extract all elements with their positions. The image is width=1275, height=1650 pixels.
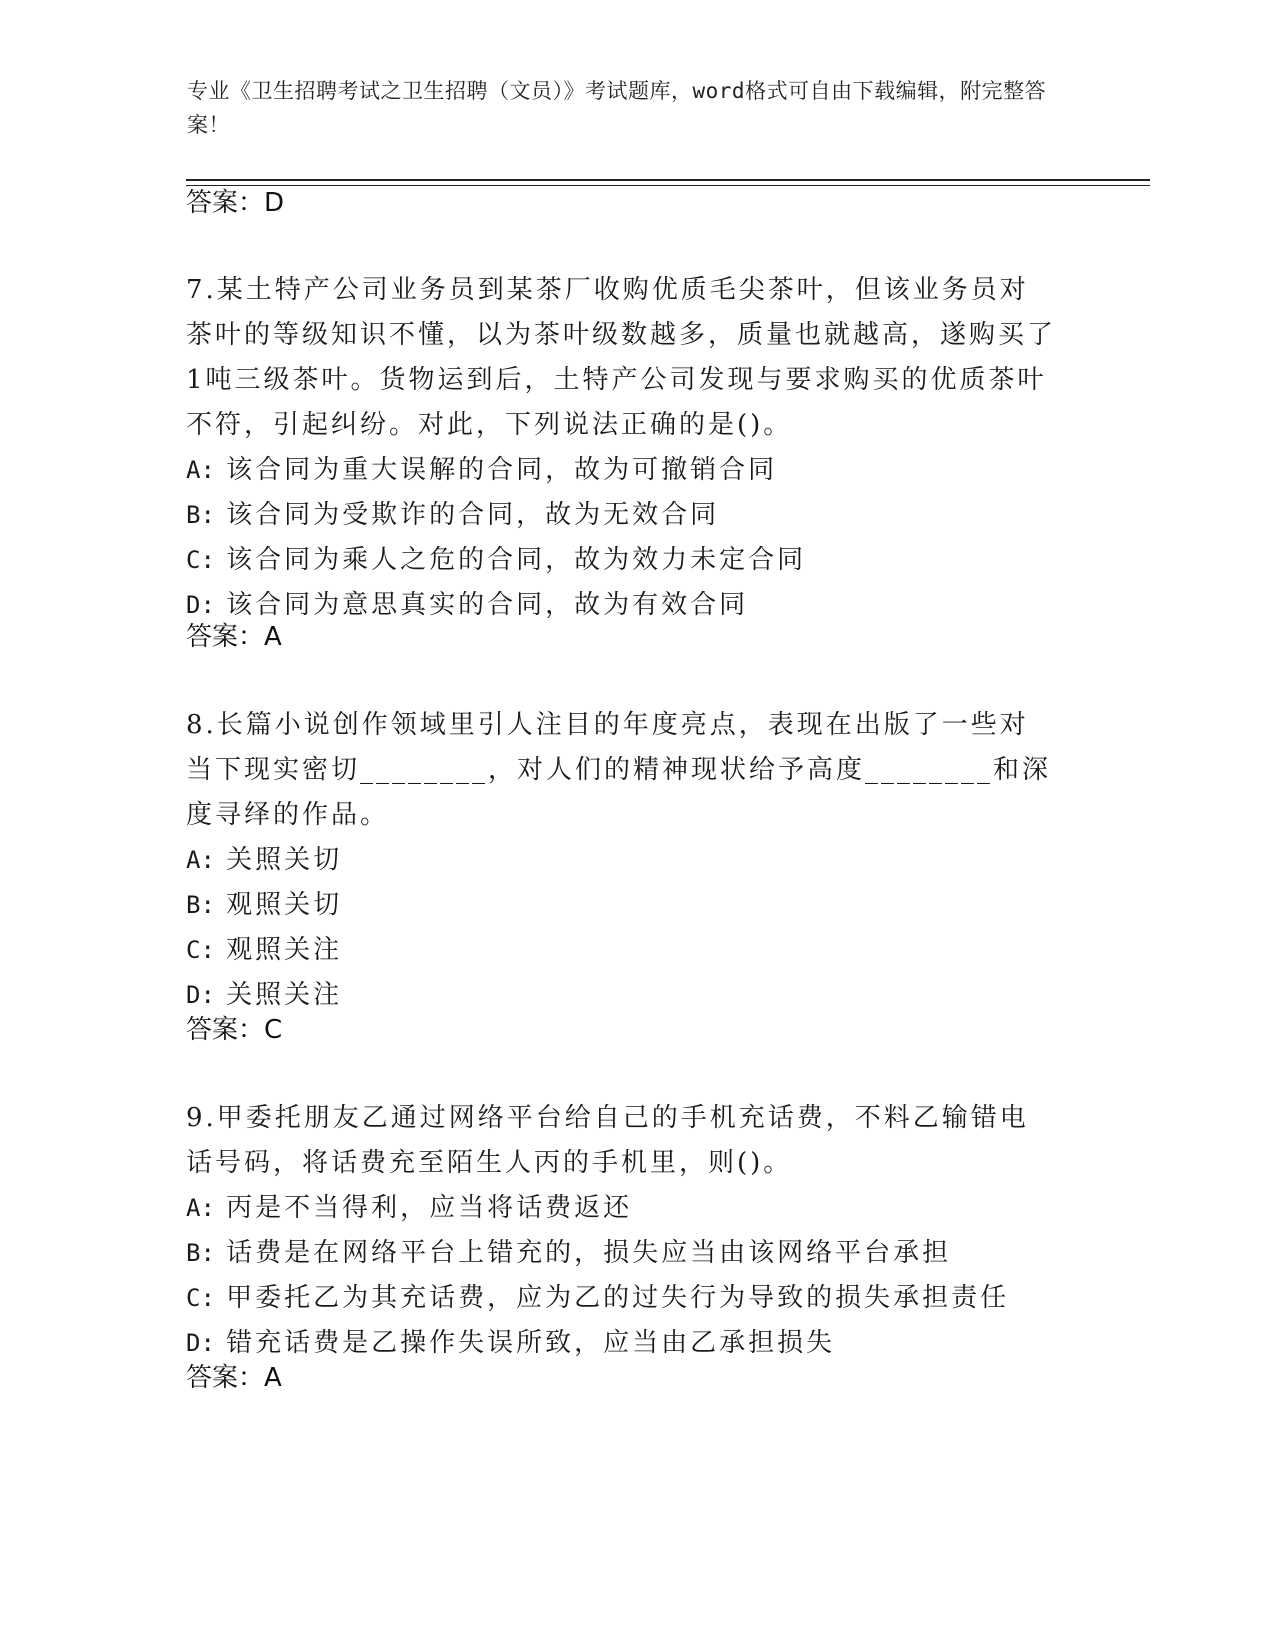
answer-previous: 答案：D	[186, 188, 285, 218]
option-d: D: 该合同为意思真实的合同，故为有效合同	[186, 590, 749, 620]
answer-8: 答案：C	[186, 1015, 283, 1045]
option-a: A: 该合同为重大误解的合同，故为可撤销合同	[186, 455, 778, 485]
question-stem: 7.某土特产公司业务员到某茶厂收购优质毛尖茶叶，但该业务员对茶叶的等级知识不懂，以为茶叶级数越多，质量也就越高，遂购买了1吨三级茶叶。货物运到后，土特产公司发现与要求购买的优质茶叶不符，引起纠纷。对此，下列说法正确的是()。	[186, 275, 1057, 440]
question-stem: 8.长篇小说创作领域里引人注目的年度亮点，表现在出版了一些对当下现实密切________，对人们的精神现状给予高度________和深度寻绎的作品。	[186, 710, 1052, 830]
answer-9: 答案：A	[186, 1363, 282, 1393]
option-c: C: 甲委托乙为其充话费，应为乙的过失行为导致的损失承担责任	[186, 1283, 1010, 1313]
question-9	[186, 1096, 1056, 1366]
option-c: C: 观照关注	[186, 935, 343, 965]
option-d: D: 错充话费是乙操作失误所致，应当由乙承担损失	[186, 1328, 836, 1358]
header-divider	[186, 179, 1150, 186]
answer-7: 答案：A	[186, 622, 282, 652]
option-c: C: 该合同为乘人之危的合同，故为效力未定合同	[186, 545, 807, 575]
option-b: B: 话费是在网络平台上错充的，损失应当由该网络平台承担	[186, 1238, 952, 1268]
question-stem: 9.甲委托朋友乙通过网络平台给自己的手机充话费，不料乙输错电话号码，将话费充至陌生人丙的手机里，则()。	[186, 1103, 1029, 1178]
question-7	[186, 268, 1056, 628]
option-b: B: 该合同为受欺诈的合同，故为无效合同	[186, 500, 720, 530]
option-a: A: 关照关切	[186, 845, 343, 875]
option-a: A: 丙是不当得利，应当将话费返还	[186, 1193, 633, 1223]
option-b: B: 观照关切	[186, 890, 343, 920]
question-8	[186, 703, 1056, 1018]
document-header: 专业《卫生招聘考试之卫生招聘（文员）》考试题库，word格式可自由下载编辑，附完整答案！	[187, 79, 1047, 137]
option-d: D: 关照关注	[186, 980, 343, 1010]
